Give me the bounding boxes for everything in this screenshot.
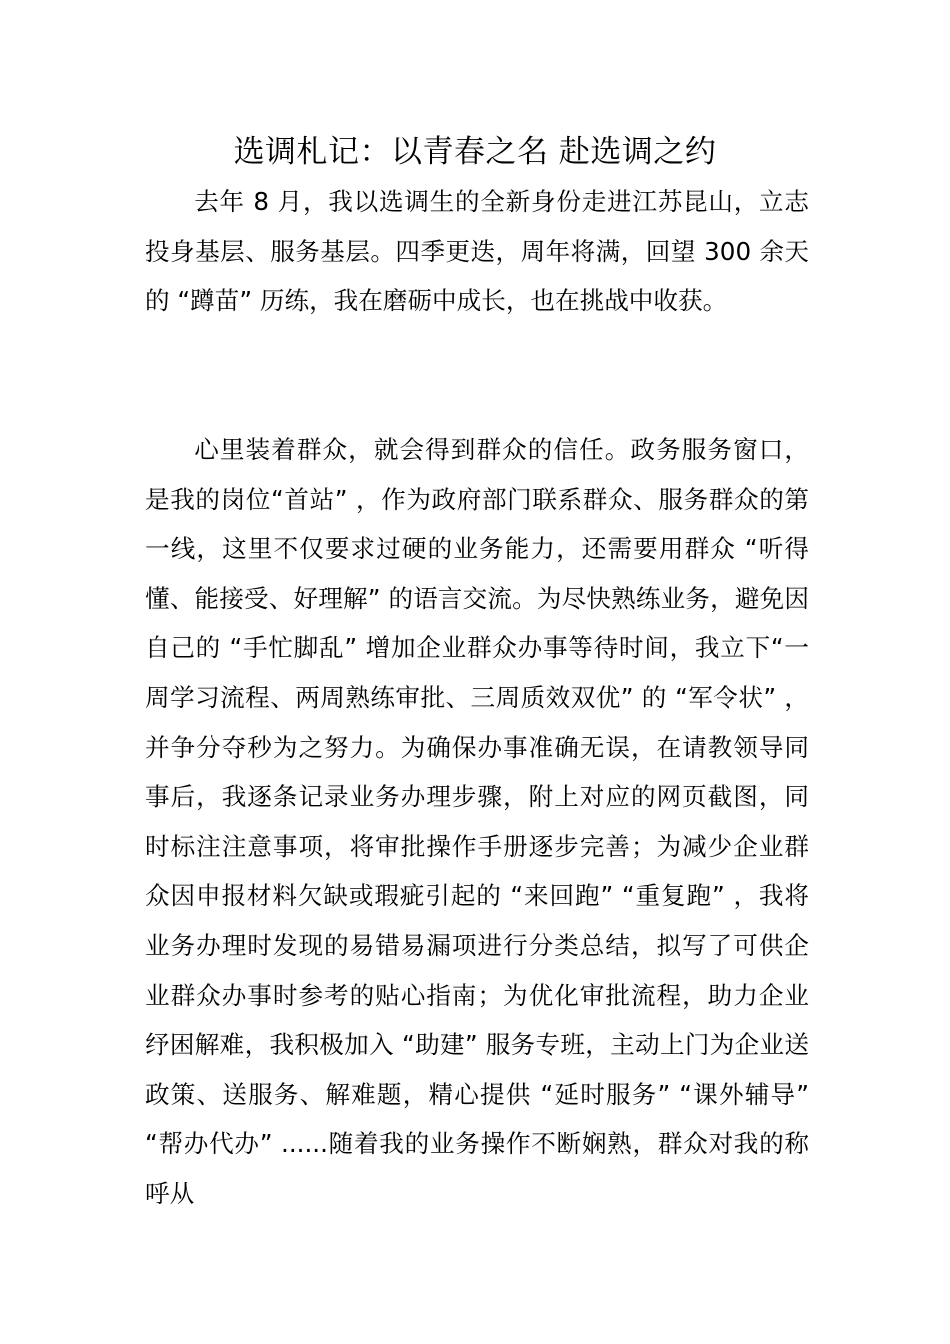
paragraph-intro: 去年 8 月，我以选调生的全新身份走进江苏昆山，立志投身基层、服务基层。四季更迭，周年将满，回望 300 余天的 “蹲苗” 历练，我在磨砺中成长，也在挑战中收获。 xyxy=(145,187,809,316)
paragraph-body: 心里装着群众，就会得到群众的信任。政务服务窗口，是我的岗位“首站” ，作为政府部门联系群众、服务群众的第一线，这里不仅要求过硬的业务能力，还需要用群众 “听得懂、能接受、好理解” 的语言交流。为尽快熟练业务，避免因自己的 “手忙脚乱” 增加企业群众办事等待时间，我立下“一周学习流程、两周熟练审批、三周质效双优” 的 “军令状” ，并争分夺秒为之努力。为确保办事准确无误，在请教领导同事后，我逐条记录业务办理步骤，附上对应的网页截图，同时标注注意事项，将审批操作手册逐步完善；为减少企业群众因申报材料欠缺或瑕疵引起的 “来回跑” “重复跑” ，我将业务办理时发现的易错易漏项进行分类总结，拟写了可供企业群众办事时参考的贴心指南；为优化审批流程，助力企业纾困解难，我积极加入 “助建” 服务专班，主动上门为企业送政策、送服务、解难题，精心提供 “延时服务” “课外辅导” “帮办代办” ......随着我的业务操作不断娴熟，群众对我的称呼从 xyxy=(145,435,809,1208)
document-title: 选调札记：以青春之名 赴选调之约 xyxy=(233,134,717,170)
